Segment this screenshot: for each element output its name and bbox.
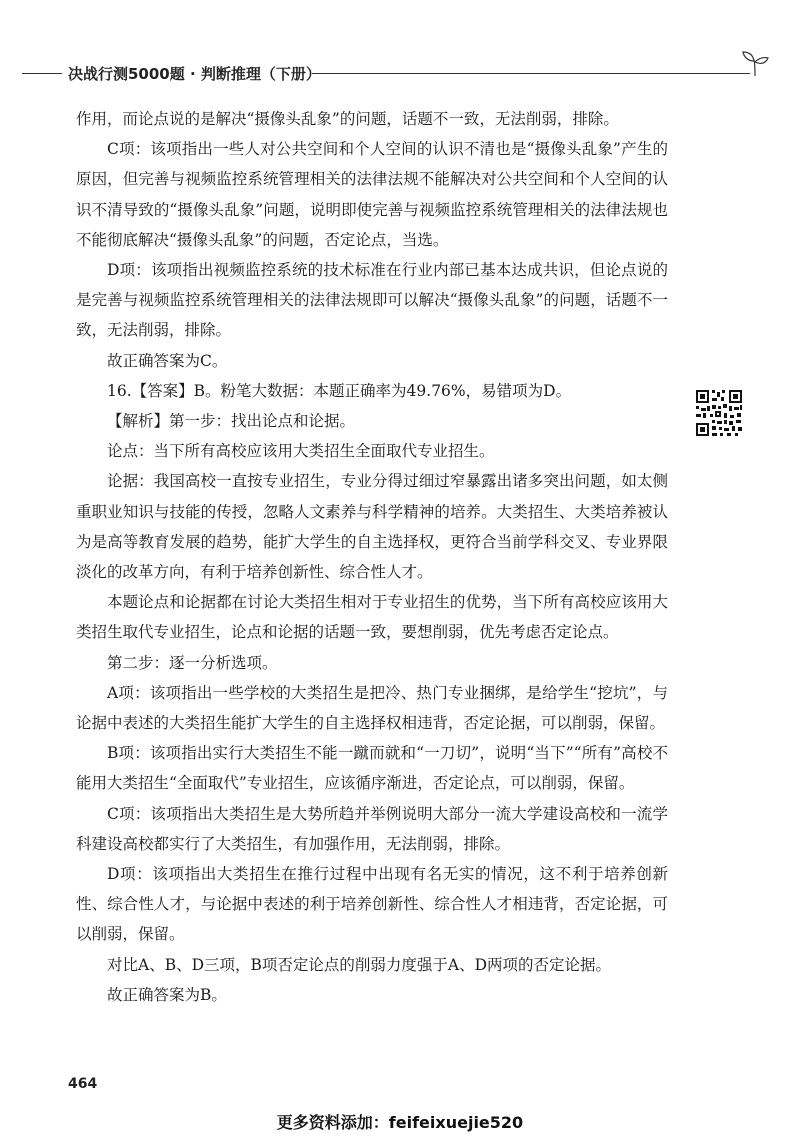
qr-code: [694, 388, 744, 438]
paragraph: A项：该项指出一些学校的大类招生是把冷、热门专业捆绑，是给学生“挖坑”，与论据中表述的大类招生能扩大学生的自主选择权相违背，否定论据，可以削弱，保留。: [76, 683, 668, 733]
running-header: [22, 60, 762, 88]
paragraph: 对比A、B、D三项，B项否定论点的削弱力度强于A、D两项的否定论据。: [107, 955, 612, 974]
sprout-icon: [740, 48, 770, 78]
paragraph: 第二步：逐一分析选项。: [107, 653, 278, 672]
body-text: [76, 104, 668, 1010]
paragraph: 故正确答案为B。: [107, 985, 227, 1004]
paragraph: 作用，而论点说的是解决“摄像头乱象”的问题，话题不一致，无法削弱，排除。: [76, 110, 619, 128]
analysis-line: 【解析】第一步：找出论点和论据。: [107, 412, 356, 431]
answer-line: 16.【答案】B。粉笔大数据：本题正确率为49.76%，易错项为D。: [107, 381, 572, 400]
paragraph: C项：该项指出大类招生是大势所趋并举例说明大部分一流大学建设高校和一流学科建设高校都实行了大类招生，有加强作用，无法削弱，排除。: [76, 804, 668, 853]
page-number: 464: [68, 1076, 98, 1092]
paragraph: 论点：当下所有高校应该用大类招生全面取代专业招生。: [107, 442, 495, 461]
paragraph: D项：该项指出大类招生在推行过程中出现有名无实的情况，这不利于培养创新性、综合性人才，与论据中表述的利于培养创新性、综合性人才相违背，否定论据，可以削弱，保留。: [76, 865, 668, 944]
header-rule-left: [22, 73, 62, 74]
footer-note: 更多资料添加：feifeixuejie520: [276, 1113, 524, 1132]
paragraph: D项：该项指出视频监控系统的技术标准在行业内部已基本达成共识，但论点说的是完善与视频监控系统管理相关的法律法规即可以解决“摄像头乱象”的问题，话题不一致，无法削弱，排除。: [76, 261, 668, 340]
header-rule-right: [312, 73, 750, 74]
paragraph: C项：该项指出一些人对公共空间和个人空间的认识不清也是“摄像头乱象”产生的原因，但完善与视频监控系统管理相关的法律法规不能解决对公共空间和个人空间的认识不清导致的“摄像头乱象”问题，说明即使完善与视频监控系统管理相关的法律法规也不能彻底解决“摄像头乱象”的问题，否定论点，当选。: [76, 140, 668, 249]
paragraph: B项：该项指出实行大类招生不能一蹴而就和“一刀切”，说明“当下”“所有”高校不能用大类招生“全面取代”专业招生，应该循序渐进，否定论点，可以削弱，保留。: [76, 744, 668, 793]
paragraph: 论据：我国高校一直按专业招生，专业分得过细过窄暴露出诸多突出问题，如太侧重职业知识与技能的传授，忽略人文素养与科学精神的培养。大类招生、大类培养被认为是高等教育发展的趋势，能扩大学生的自主选择权，更符合当前学科交叉、专业界限淡化的改革方向，有利于培养创新性、综合性人才。: [76, 472, 668, 582]
paragraph: 故正确答案为C。: [107, 351, 228, 370]
header-title: 决战行测5000题 · 判断推理（下册）: [68, 65, 321, 83]
paragraph: 本题论点和论据都在讨论大类招生相对于专业招生的优势，当下所有高校应该用大类招生取代专业招生，论点和论据的话题一致，要想削弱，优先考虑否定论点。: [76, 593, 668, 642]
